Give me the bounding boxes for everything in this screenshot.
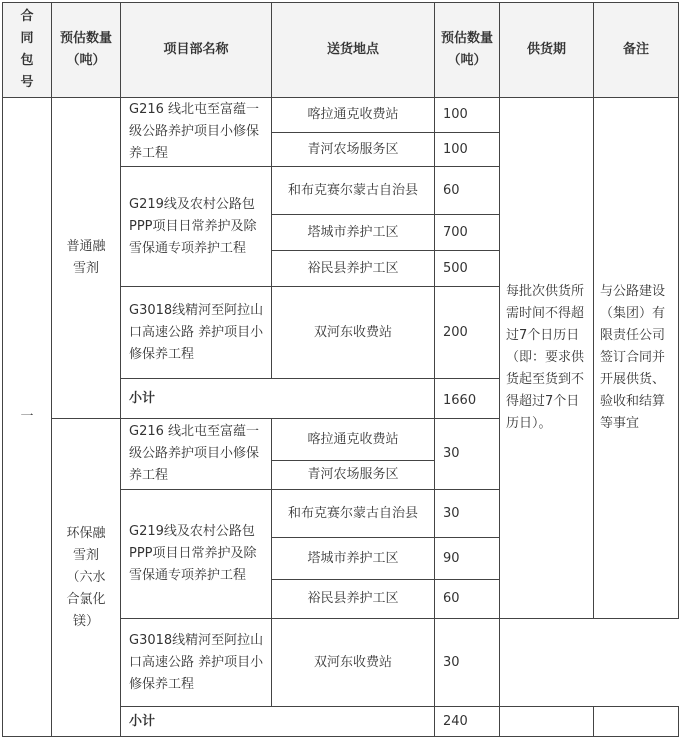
header-supply-period: 供货期: [500, 3, 594, 98]
location-3a: 双河东收费站: [272, 287, 435, 379]
subtotal-label-2: 小计: [121, 707, 435, 737]
contract-table: [2, 2, 679, 737]
header-contract-no: 合同包号: [3, 3, 52, 98]
table-row: [3, 98, 679, 133]
quantity-1a: 100: [435, 98, 500, 133]
header-est-qty-left: 预估数量（吨）: [52, 3, 121, 98]
quantity-1b: 100: [435, 133, 500, 167]
header-project-name: 项目部名称: [121, 3, 272, 98]
quantity-3a: 200: [435, 287, 500, 379]
header-remarks: 备注: [594, 3, 679, 98]
project-name-2a: G219线及农村公路包PPP项目日常养护及除雪保通专项养护工程: [121, 167, 272, 287]
subtotal-value-2: 240: [435, 707, 500, 737]
location-2a: 和布克赛尔蒙古自治县: [272, 167, 435, 215]
subtotal-value-1: 1660: [435, 379, 500, 419]
project-name-2b: G219线及农村公路包PPP项目日常养护及除雪保通专项养护工程: [121, 490, 272, 619]
location-6a: 双河东收费站: [272, 619, 435, 707]
quantity-5b: 90: [435, 538, 500, 580]
location-2c: 裕民县养护工区: [272, 251, 435, 287]
project-name-3b: G3018线精河至阿拉山口高速公路 养护项目小修保养工程: [121, 619, 272, 707]
header-row: [3, 3, 679, 98]
quantity-5c: 60: [435, 580, 500, 619]
product-name-1: 普通融雪剂: [52, 98, 121, 419]
header-delivery-location: 送货地点: [272, 3, 435, 98]
location-2b: 塔城市养护工区: [272, 215, 435, 251]
project-name-1a: G216 线北屯至富蕴一级公路养护项目小修保养工程: [121, 98, 272, 167]
location-5c: 裕民县养护工区: [272, 580, 435, 619]
quantity-2a: 60: [435, 167, 500, 215]
location-1b: 青河农场服务区: [272, 133, 435, 167]
project-name-3a: G3018线精河至阿拉山口高速公路 养护项目小修保养工程: [121, 287, 272, 379]
quantity-5a: 30: [435, 490, 500, 538]
quantity-2c: 500: [435, 251, 500, 287]
contract-no-cell: 一: [3, 98, 52, 737]
location-5a: 和布克赛尔蒙古自治县: [272, 490, 435, 538]
quantity-2b: 700: [435, 215, 500, 251]
supply-period-text: 每批次供货所需时间不得超过7个日历日（即：要求供货起至货到不得超过7个日历日）。: [500, 98, 594, 619]
header-est-qty-right: 预估数量（吨）: [435, 3, 500, 98]
empty-cell-supply: [500, 707, 594, 737]
empty-cell-remarks: [594, 707, 679, 737]
location-5b: 塔城市养护工区: [272, 538, 435, 580]
quantity-4a: 30: [435, 419, 500, 490]
product-name-2: 环保融雪剂（六水合氯化镁）: [52, 419, 121, 737]
location-4b: 青河农场服务区: [272, 461, 435, 490]
remarks-text: 与公路建设（集团）有限责任公司签订合同并开展供货、验收和结算等事宜: [594, 98, 679, 619]
project-name-1b: G216 线北屯至富蕴一级公路养护项目小修保养工程: [121, 419, 272, 490]
subtotal-label-1: 小计: [121, 379, 435, 419]
location-4a: 喀拉通克收费站: [272, 419, 435, 461]
location-1a: 喀拉通克收费站: [272, 98, 435, 133]
quantity-6a: 30: [435, 619, 500, 707]
